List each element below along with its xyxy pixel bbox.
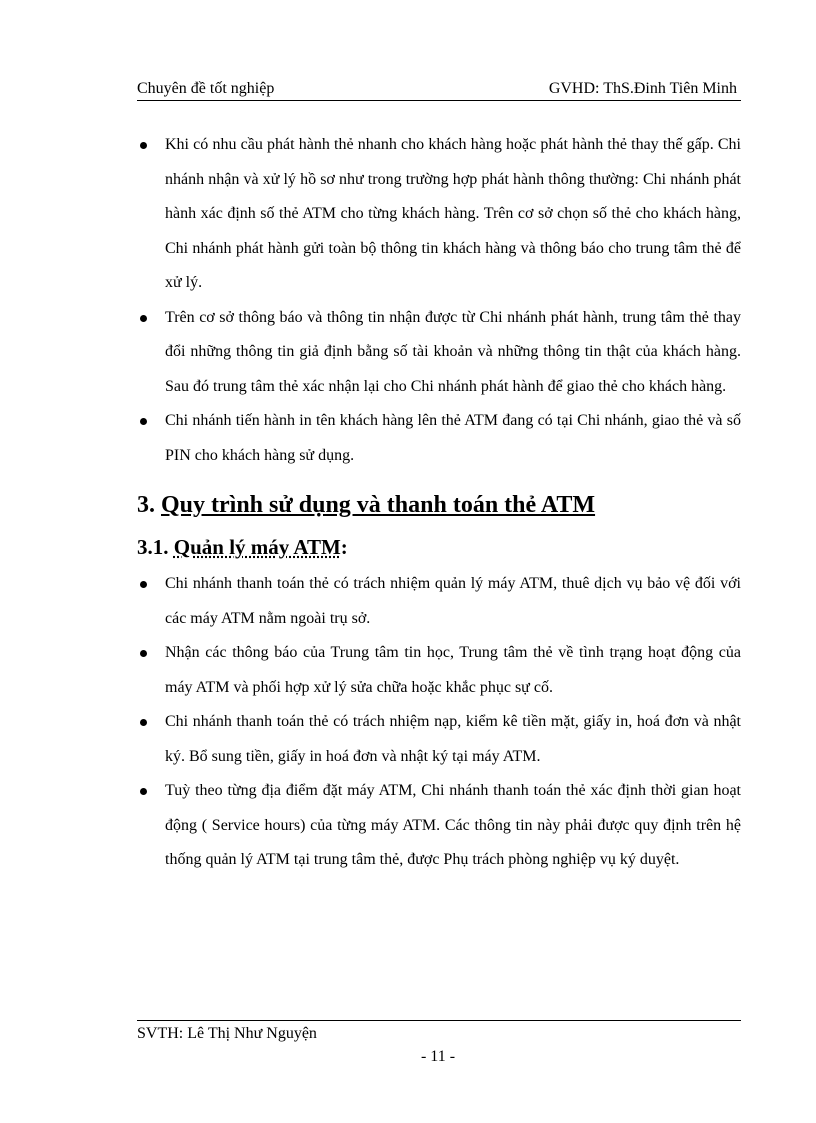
bullet-icon xyxy=(140,418,147,425)
bullet-icon xyxy=(140,650,147,657)
bullet-icon xyxy=(140,315,147,322)
list-item: Chi nhánh tiến hành in tên khách hàng lên thẻ ATM đang có tại Chi nhánh, giao thẻ và số PIN cho khách hàng sử dụng. xyxy=(137,404,741,473)
list-item: Trên cơ sở thông báo và thông tin nhận được từ Chi nhánh phát hành, trung tâm thẻ thay đổi những thông tin giả định bằng số tài khoản và những thông tin thật của khách hàng. Sau đó trung tâm thẻ xác nhận lại cho Chi nhánh phát hành để giao thẻ cho khách hàng. xyxy=(137,301,741,405)
section-number: 3. xyxy=(137,492,155,518)
page-header xyxy=(137,76,741,101)
list-item: Chi nhánh thanh toán thẻ có trách nhiệm quản lý máy ATM, thuê dịch vụ bảo vệ đối với các máy ATM nằm ngoài trụ sở. xyxy=(137,567,741,636)
subsection-suffix: : xyxy=(340,535,348,559)
subsection-heading xyxy=(137,529,741,565)
list-item: Nhận các thông báo của Trung tâm tin học, Trung tâm thẻ về tình trạng hoạt động của máy ATM và phối hợp xử lý sửa chữa hoặc khắc phục sự cố. xyxy=(137,636,741,705)
bullet-icon xyxy=(140,788,147,795)
header-supervisor: GVHD: ThS.Đinh Tiên Minh xyxy=(548,80,737,97)
page-number: - 11 - xyxy=(420,1048,456,1065)
bullet-list-top xyxy=(137,128,741,473)
section-heading xyxy=(137,485,741,525)
subsection-number: 3.1. xyxy=(137,535,169,559)
list-item: Khi có nhu cầu phát hành thẻ nhanh cho khách hàng hoặc phát hành thẻ thay thế gấp. Chi nhánh nhận và xử lý hồ sơ như trong trường hợp phát hành thông thường: Chi nhánh phát hành xác định số thẻ ATM cho từng khách hàng. Trên cơ sở chọn số thẻ cho khách hàng, Chi nhánh phát hành gửi toàn bộ thông tin khách hàng và thông báo cho trung tâm thẻ để xử lý. xyxy=(137,128,741,301)
list-item: Tuỳ theo từng địa điểm đặt máy ATM, Chi nhánh thanh toán thẻ xác định thời gian hoạt động ( Service hours) của từng máy ATM. Các thông tin này phải được quy định trên hệ thống quản lý ATM tại trung tâm thẻ, được Phụ trách phòng nghiệp vụ ký duyệt. xyxy=(137,774,741,878)
footer-divider xyxy=(137,1020,741,1021)
bullet-icon xyxy=(140,719,147,726)
bullet-icon xyxy=(140,142,147,149)
bullet-list-bottom xyxy=(137,567,741,878)
page-content xyxy=(137,128,741,878)
list-item: Chi nhánh thanh toán thẻ có trách nhiệm nạp, kiểm kê tiền mặt, giấy in, hoá đơn và nhật ký. Bổ sung tiền, giấy in hoá đơn và nhật ký tại máy ATM. xyxy=(137,705,741,774)
subsection-title: Quản lý máy ATM xyxy=(173,535,341,559)
bullet-icon xyxy=(140,581,147,588)
header-course-title: Chuyên đề tốt nghiệp xyxy=(137,80,275,97)
section-title: Quy trình sử dụng và thanh toán thẻ ATM xyxy=(161,492,596,518)
footer-student: SVTH: Lê Thị Như Nguyện xyxy=(137,1025,317,1042)
